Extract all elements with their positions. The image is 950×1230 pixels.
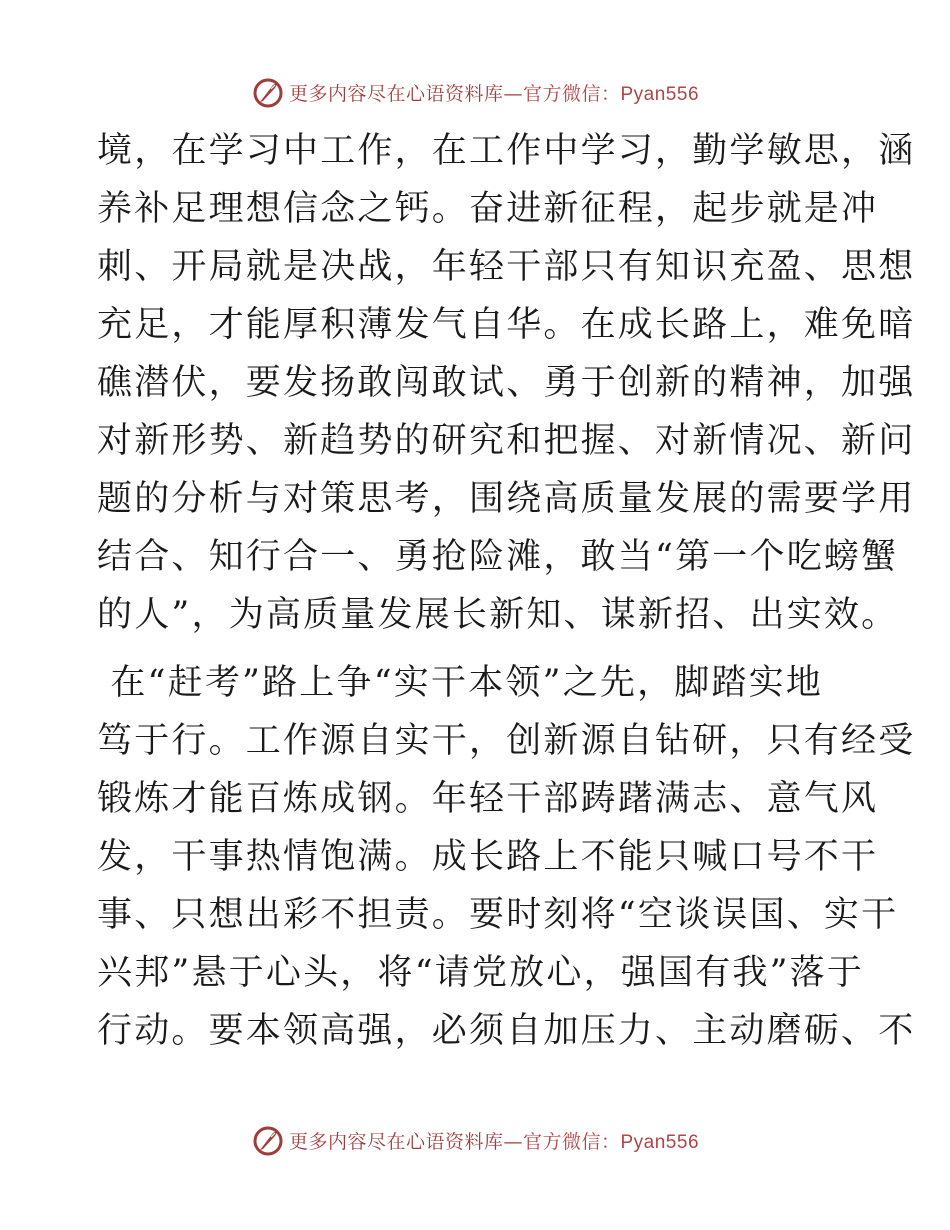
text-line: 题的分析与对策思考，围绕高质量发展的需要学用: [97, 479, 916, 519]
header-separator: —: [503, 82, 523, 105]
text-line: 对新形势、新趋势的研究和把握、对新情况、新问: [97, 421, 916, 461]
text-line: 事、只想出彩不担责。要时刻将“空谈误国、实干: [97, 895, 899, 935]
footer-text: [289, 1127, 699, 1154]
text-line: 发，干事热情饱满。成长路上不能只喊口号不干: [97, 837, 879, 877]
text-line: 充足，才能厚积薄发气自华。在成长路上，难免暗: [97, 305, 916, 345]
header-site-text: 更多内容尽在心语资料库: [288, 82, 504, 105]
text-line: 行动。要本领高强，必须自加压力、主动磨砺、不: [97, 1011, 916, 1051]
text-line: 兴邦”悬于心头，将“请党放心，强国有我”落于: [97, 953, 865, 993]
feather-pen-logo-icon: [251, 1123, 285, 1157]
text-line: 境，在学习中工作，在工作中学习，勤学敏思，涵: [97, 131, 916, 171]
text-line: 在“赶考”路上争“实干本领”之先，脚踏实地: [97, 663, 824, 703]
footer-wechat-id: Pyan556: [620, 1131, 700, 1153]
header-wechat-label: 官方微信：: [522, 82, 621, 105]
header-wechat-id: Pyan556: [620, 83, 700, 105]
document-body: [97, 122, 916, 1060]
header-banner: [0, 72, 950, 112]
footer-site-text: 更多内容尽在心语资料库: [288, 1130, 504, 1153]
text-line: 刺、开局就是决战，年轻干部只有知识充盈、思想: [97, 247, 916, 287]
footer-banner: [0, 1120, 950, 1160]
footer-wechat-label: 官方微信：: [522, 1130, 621, 1153]
text-line: 养补足理想信念之钙。奋进新征程，起步就是冲: [97, 189, 879, 229]
footer-separator: —: [503, 1130, 523, 1153]
text-line: 笃于行。工作源自实干，创新源自钻研，只有经受: [97, 721, 916, 761]
text-line: 的人”，为高质量发展长新知、谋新招、出实效。: [97, 595, 899, 635]
text-line: 礁潜伏，要发扬敢闯敢试、勇于创新的精神，加强: [97, 363, 916, 403]
text-line: 结合、知行合一、勇抢险滩，敢当“第一个吃螃蟹: [97, 537, 899, 577]
text-line: 锻炼才能百炼成钢。年轻干部踌躇满志、意气风: [97, 779, 879, 819]
header-text: [289, 79, 699, 106]
feather-pen-logo-icon: [251, 75, 285, 109]
